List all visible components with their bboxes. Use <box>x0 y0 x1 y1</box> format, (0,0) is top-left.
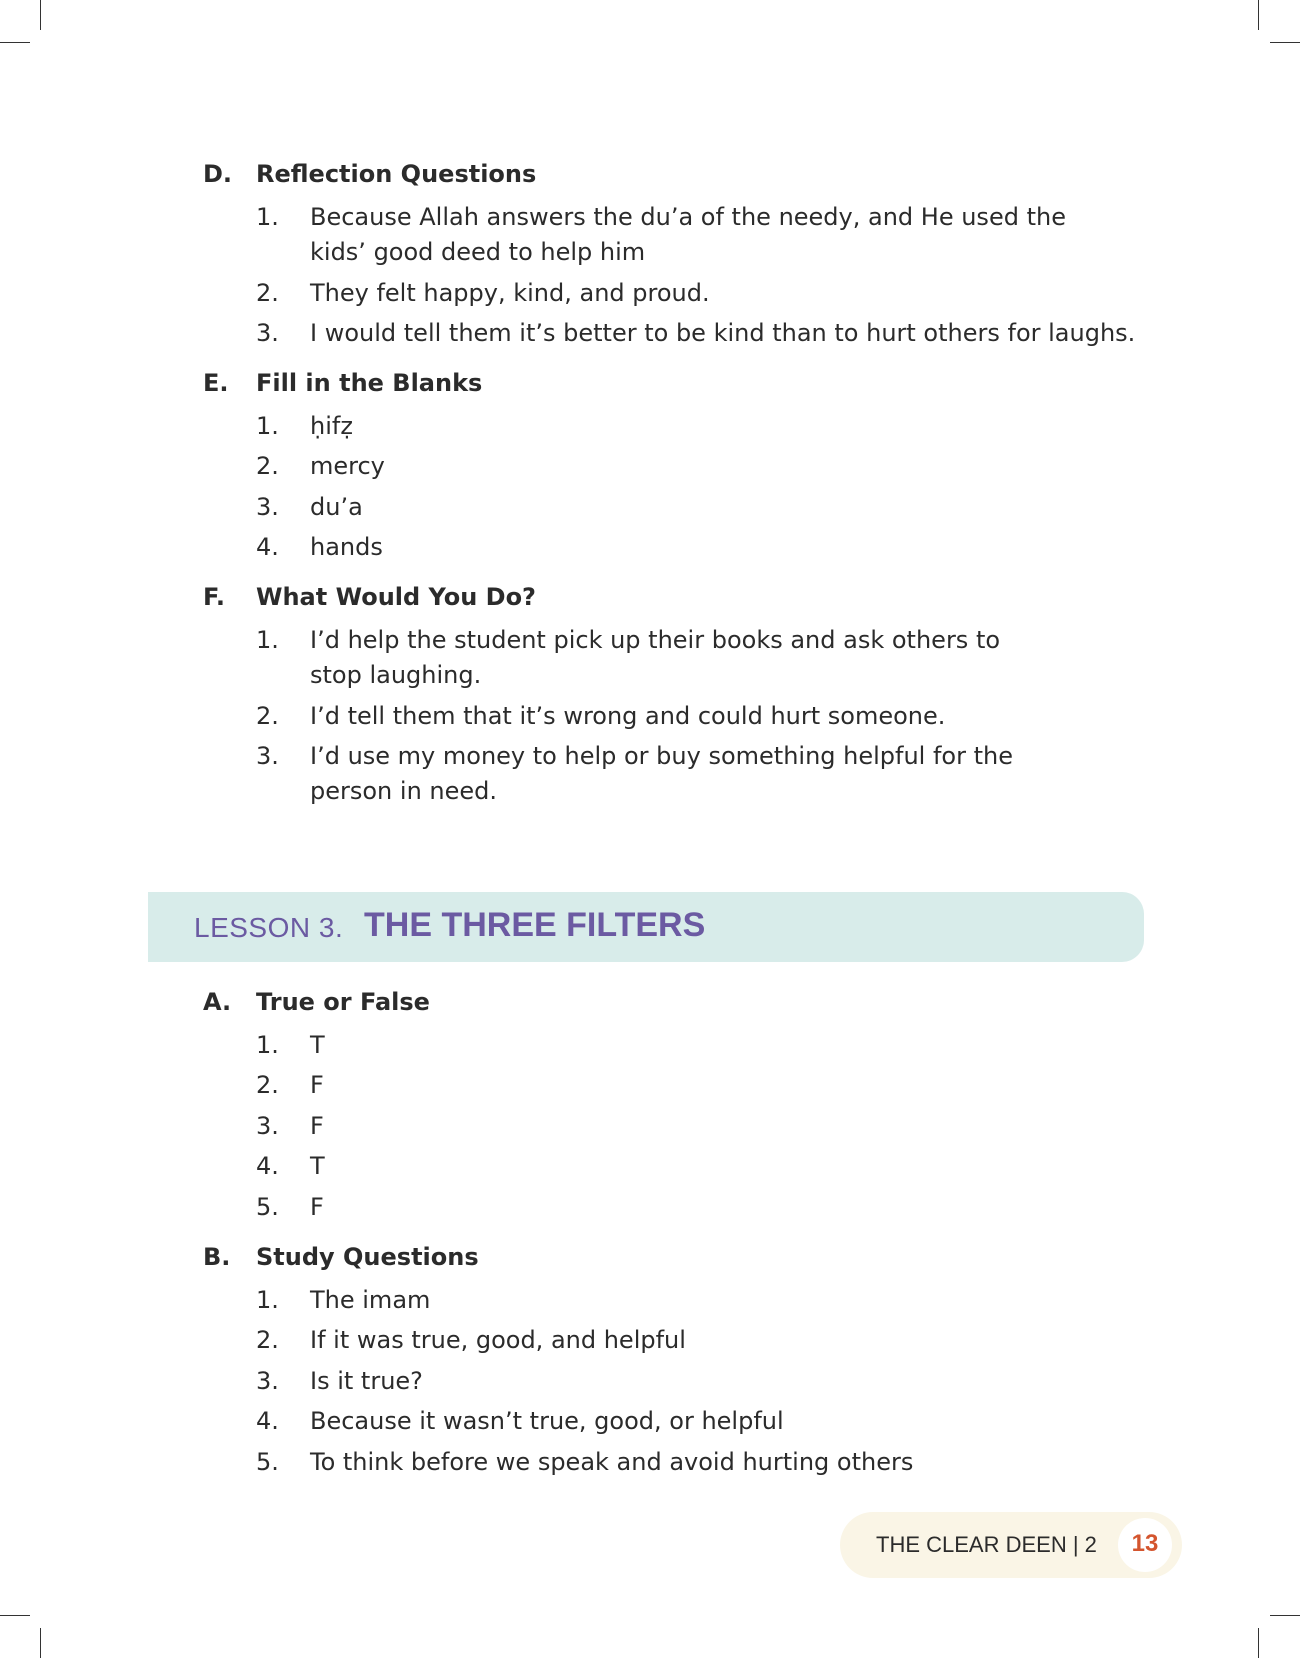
item-number: 4. <box>256 1152 279 1180</box>
crop-mark <box>0 42 30 43</box>
item-text: T <box>310 1031 325 1059</box>
item-text: They felt happy, kind, and proud. <box>310 279 710 307</box>
item-text: To think before we speak and avoid hurting others <box>310 1448 914 1476</box>
item-text: Is it true? <box>310 1367 423 1395</box>
item-number: 5. <box>256 1448 279 1476</box>
item-text: I’d help the student pick up their books and ask others to stop laughing. <box>310 626 1001 689</box>
item-text: The imam <box>310 1286 431 1314</box>
section-letter: B. <box>203 1243 231 1271</box>
item-number: 5. <box>256 1193 279 1221</box>
item-text: I’d tell them that it’s wrong and could hurt someone. <box>310 702 946 730</box>
page-number-badge <box>1118 1518 1172 1572</box>
crop-mark <box>1270 1615 1300 1616</box>
item-number: 1. <box>256 1286 279 1314</box>
item-number: 3. <box>256 1112 279 1140</box>
item-text: mercy <box>310 452 385 480</box>
item-number: 2. <box>256 1071 279 1099</box>
item-text: If it was true, good, and helpful <box>310 1326 686 1354</box>
crop-mark <box>1258 1628 1259 1658</box>
item-number: 2. <box>256 702 279 730</box>
crop-mark <box>0 1615 30 1616</box>
section-letter: A. <box>203 988 232 1016</box>
section-heading <box>0 1241 1300 1281</box>
item-text: T <box>310 1152 325 1180</box>
item-text: ḥifẓ <box>310 412 353 440</box>
item-text: I would tell them it’s better to be kind than to hurt others for laughs. <box>310 319 1136 347</box>
section-title: True or False <box>256 988 430 1016</box>
item-number: 4. <box>256 1407 279 1435</box>
section-heading <box>0 367 1300 407</box>
section-letter: D. <box>203 160 233 188</box>
item-text: I’d use my money to help or buy something helpful for the person in need. <box>310 742 1013 805</box>
item-text: Because Allah answers the du’a of the needy, and He used the kids’ good deed to help him <box>310 203 1066 266</box>
crop-mark <box>1258 0 1259 30</box>
section-heading <box>0 986 1300 1026</box>
item-text: F <box>310 1071 324 1099</box>
item-number: 2. <box>256 1326 279 1354</box>
lesson-banner <box>148 892 1144 962</box>
crop-mark <box>40 0 41 30</box>
item-number: 1. <box>256 1031 279 1059</box>
item-number: 2. <box>256 452 279 480</box>
section-letter: F. <box>203 583 225 611</box>
item-number: 1. <box>256 203 279 231</box>
section-title: Fill in the Blanks <box>256 369 483 397</box>
item-text: Because it wasn’t true, good, or helpful <box>310 1407 784 1435</box>
item-text: F <box>310 1193 324 1221</box>
item-number: 3. <box>256 742 279 770</box>
item-text: F <box>310 1112 324 1140</box>
section-title: Reflection Questions <box>256 160 537 188</box>
item-number: 4. <box>256 533 279 561</box>
item-number: 2. <box>256 279 279 307</box>
item-text: du’a <box>310 493 363 521</box>
item-number: 3. <box>256 493 279 521</box>
page-number: 13 <box>1131 1530 1159 1557</box>
lesson-title: THE THREE FILTERS <box>364 906 706 944</box>
crop-mark <box>40 1628 41 1658</box>
item-number: 3. <box>256 319 279 347</box>
section-heading <box>0 158 1300 198</box>
lesson-label: LESSON 3. <box>194 912 344 943</box>
item-number: 1. <box>256 412 279 440</box>
section-letter: E. <box>203 369 229 397</box>
item-number: 3. <box>256 1367 279 1395</box>
page-footer <box>840 1512 1182 1578</box>
section-heading <box>0 581 1300 621</box>
crop-mark <box>1270 42 1300 43</box>
item-number: 1. <box>256 626 279 654</box>
book-title: THE CLEAR DEEN | 2 <box>876 1532 1097 1557</box>
section-title: Study Questions <box>256 1243 479 1271</box>
item-text: hands <box>310 533 383 561</box>
section-title: What Would You Do? <box>256 583 536 611</box>
